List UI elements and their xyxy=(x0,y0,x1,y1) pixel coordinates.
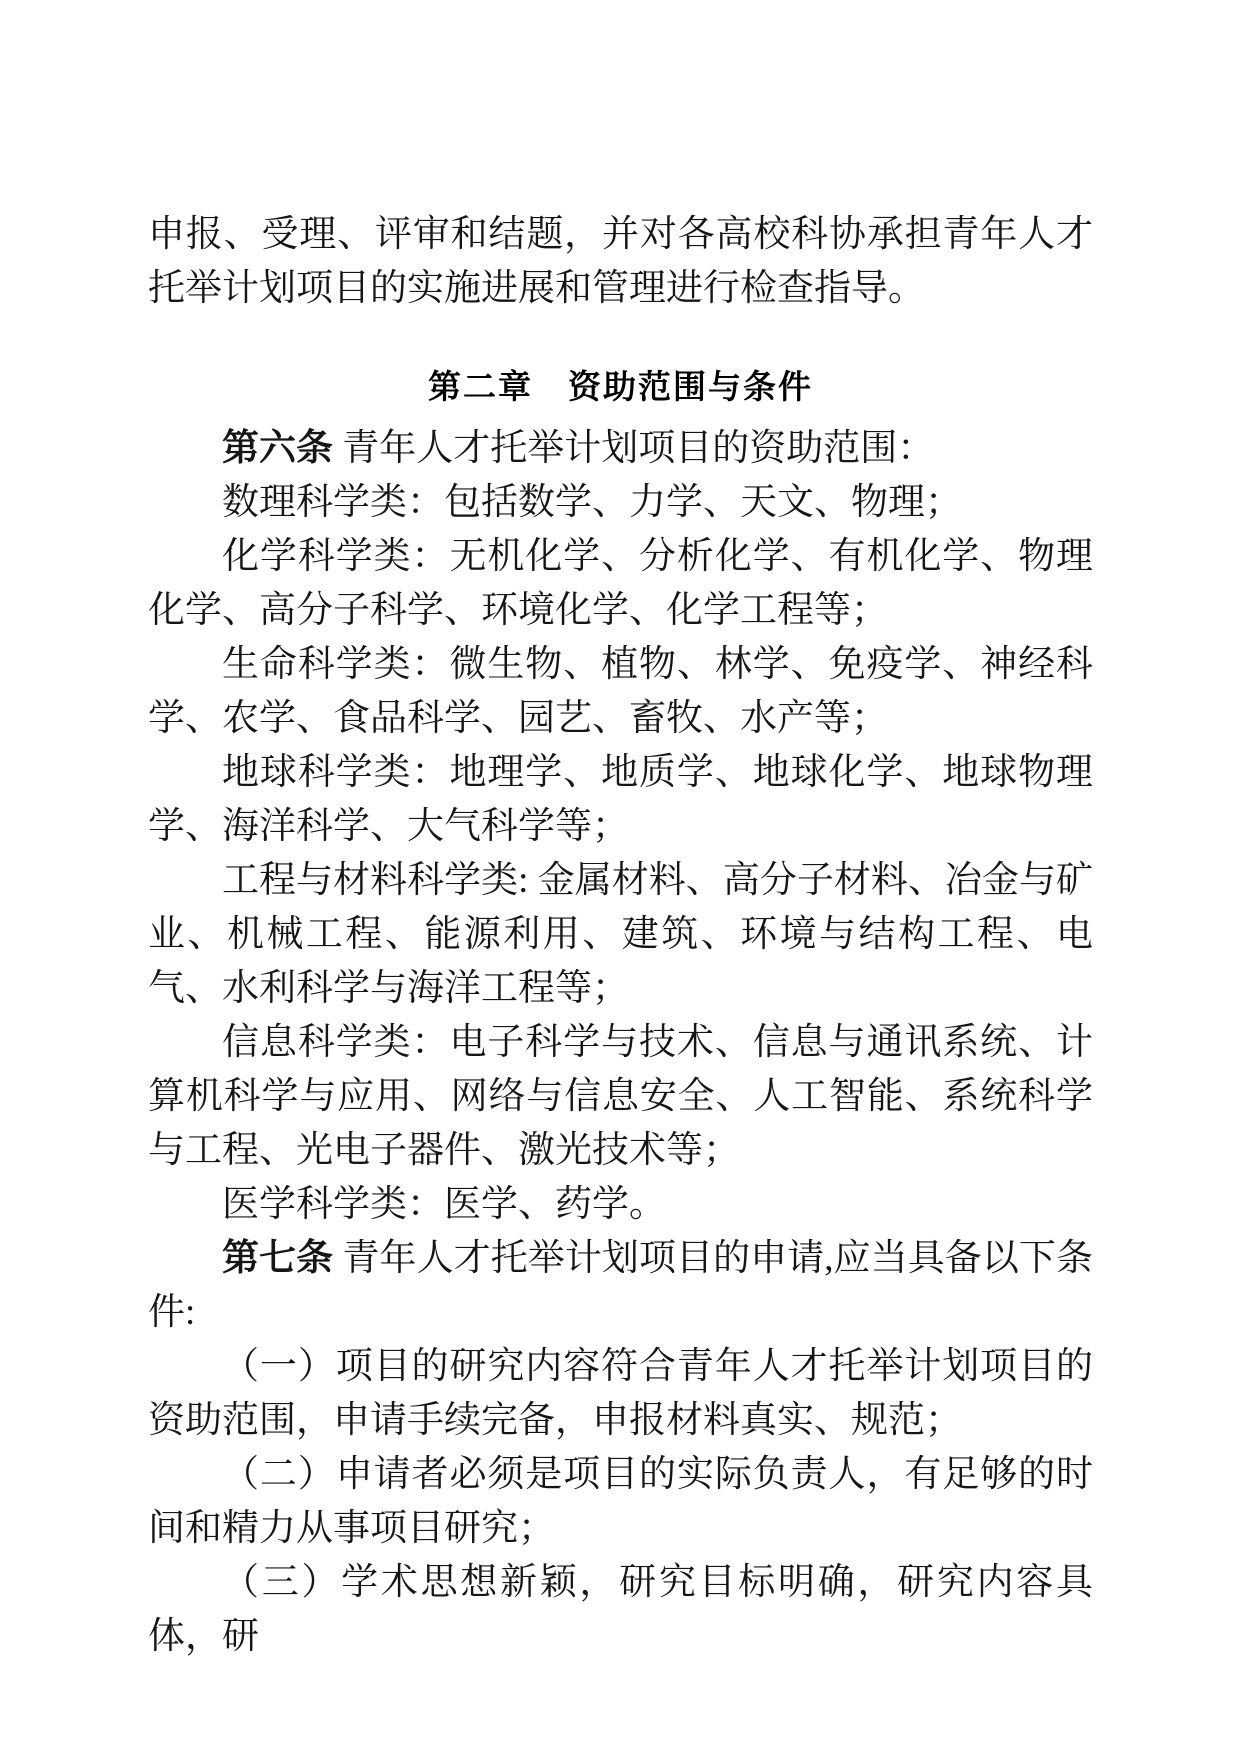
article-7-label: 第七条 xyxy=(222,1238,334,1279)
condition-item-2: （二）申请者必须是项目的实际负责人，有足够的时间和精力从事项目研究； xyxy=(148,1454,1093,1549)
paragraph-continuation: 申报、受理、评审和结题，并对各高校科协承担青年人才托举计划项目的实施进展和管理进行检查指导。 xyxy=(148,214,1093,309)
scope-item-life-science: 生命科学类：微生物、植物、林学、免疫学、神经科学、农学、食品科学、园艺、畜牧、水产等； xyxy=(148,644,1093,739)
scope-item-medical-science: 医学科学类：医学、药学。 xyxy=(222,1184,666,1225)
article-7-text: 青年人才托举计划项目的申请,应当具备以下条件: xyxy=(148,1238,1093,1333)
scope-item-earth-science: 地球科学类：地理学、地质学、地球化学、地球物理学、海洋科学、大气科学等； xyxy=(148,752,1093,847)
scope-item-engineering-materials: 工程与材料科学类: 金属材料、高分子材料、冶金与矿业、机械工程、能源利用、建筑、环境与结构工程、电气、水利科学与海洋工程等； xyxy=(148,860,1093,1009)
article-7-paragraph xyxy=(148,1232,1093,1340)
scope-item-chemistry: 化学科学类：无机化学、分析化学、有机化学、物理化学、高分子科学、环境化学、化学工程等； xyxy=(148,536,1093,631)
scope-item-math-physics: 数理科学类：包括数学、力学、天文、物理； xyxy=(222,482,962,523)
chapter-heading: 第二章 资助范围与条件 xyxy=(428,368,813,405)
article-6-label: 第六条 xyxy=(222,428,333,469)
scope-item-information-science: 信息科学类：电子科学与技术、信息与通讯系统、计算机科学与应用、网络与信息安全、人工智能、系统科学与工程、光电子器件、激光技术等； xyxy=(148,1022,1093,1171)
article-6-paragraph xyxy=(148,422,1093,476)
condition-item-1: （一）项目的研究内容符合青年人才托举计划项目的资助范围，申请手续完备，申报材料真实、规范； xyxy=(148,1346,1093,1441)
condition-item-3: （三）学术思想新颖，研究目标明确，研究内容具体，研 xyxy=(148,1562,1093,1657)
article-6-text: 青年人才托举计划项目的资助范围： xyxy=(333,428,935,469)
